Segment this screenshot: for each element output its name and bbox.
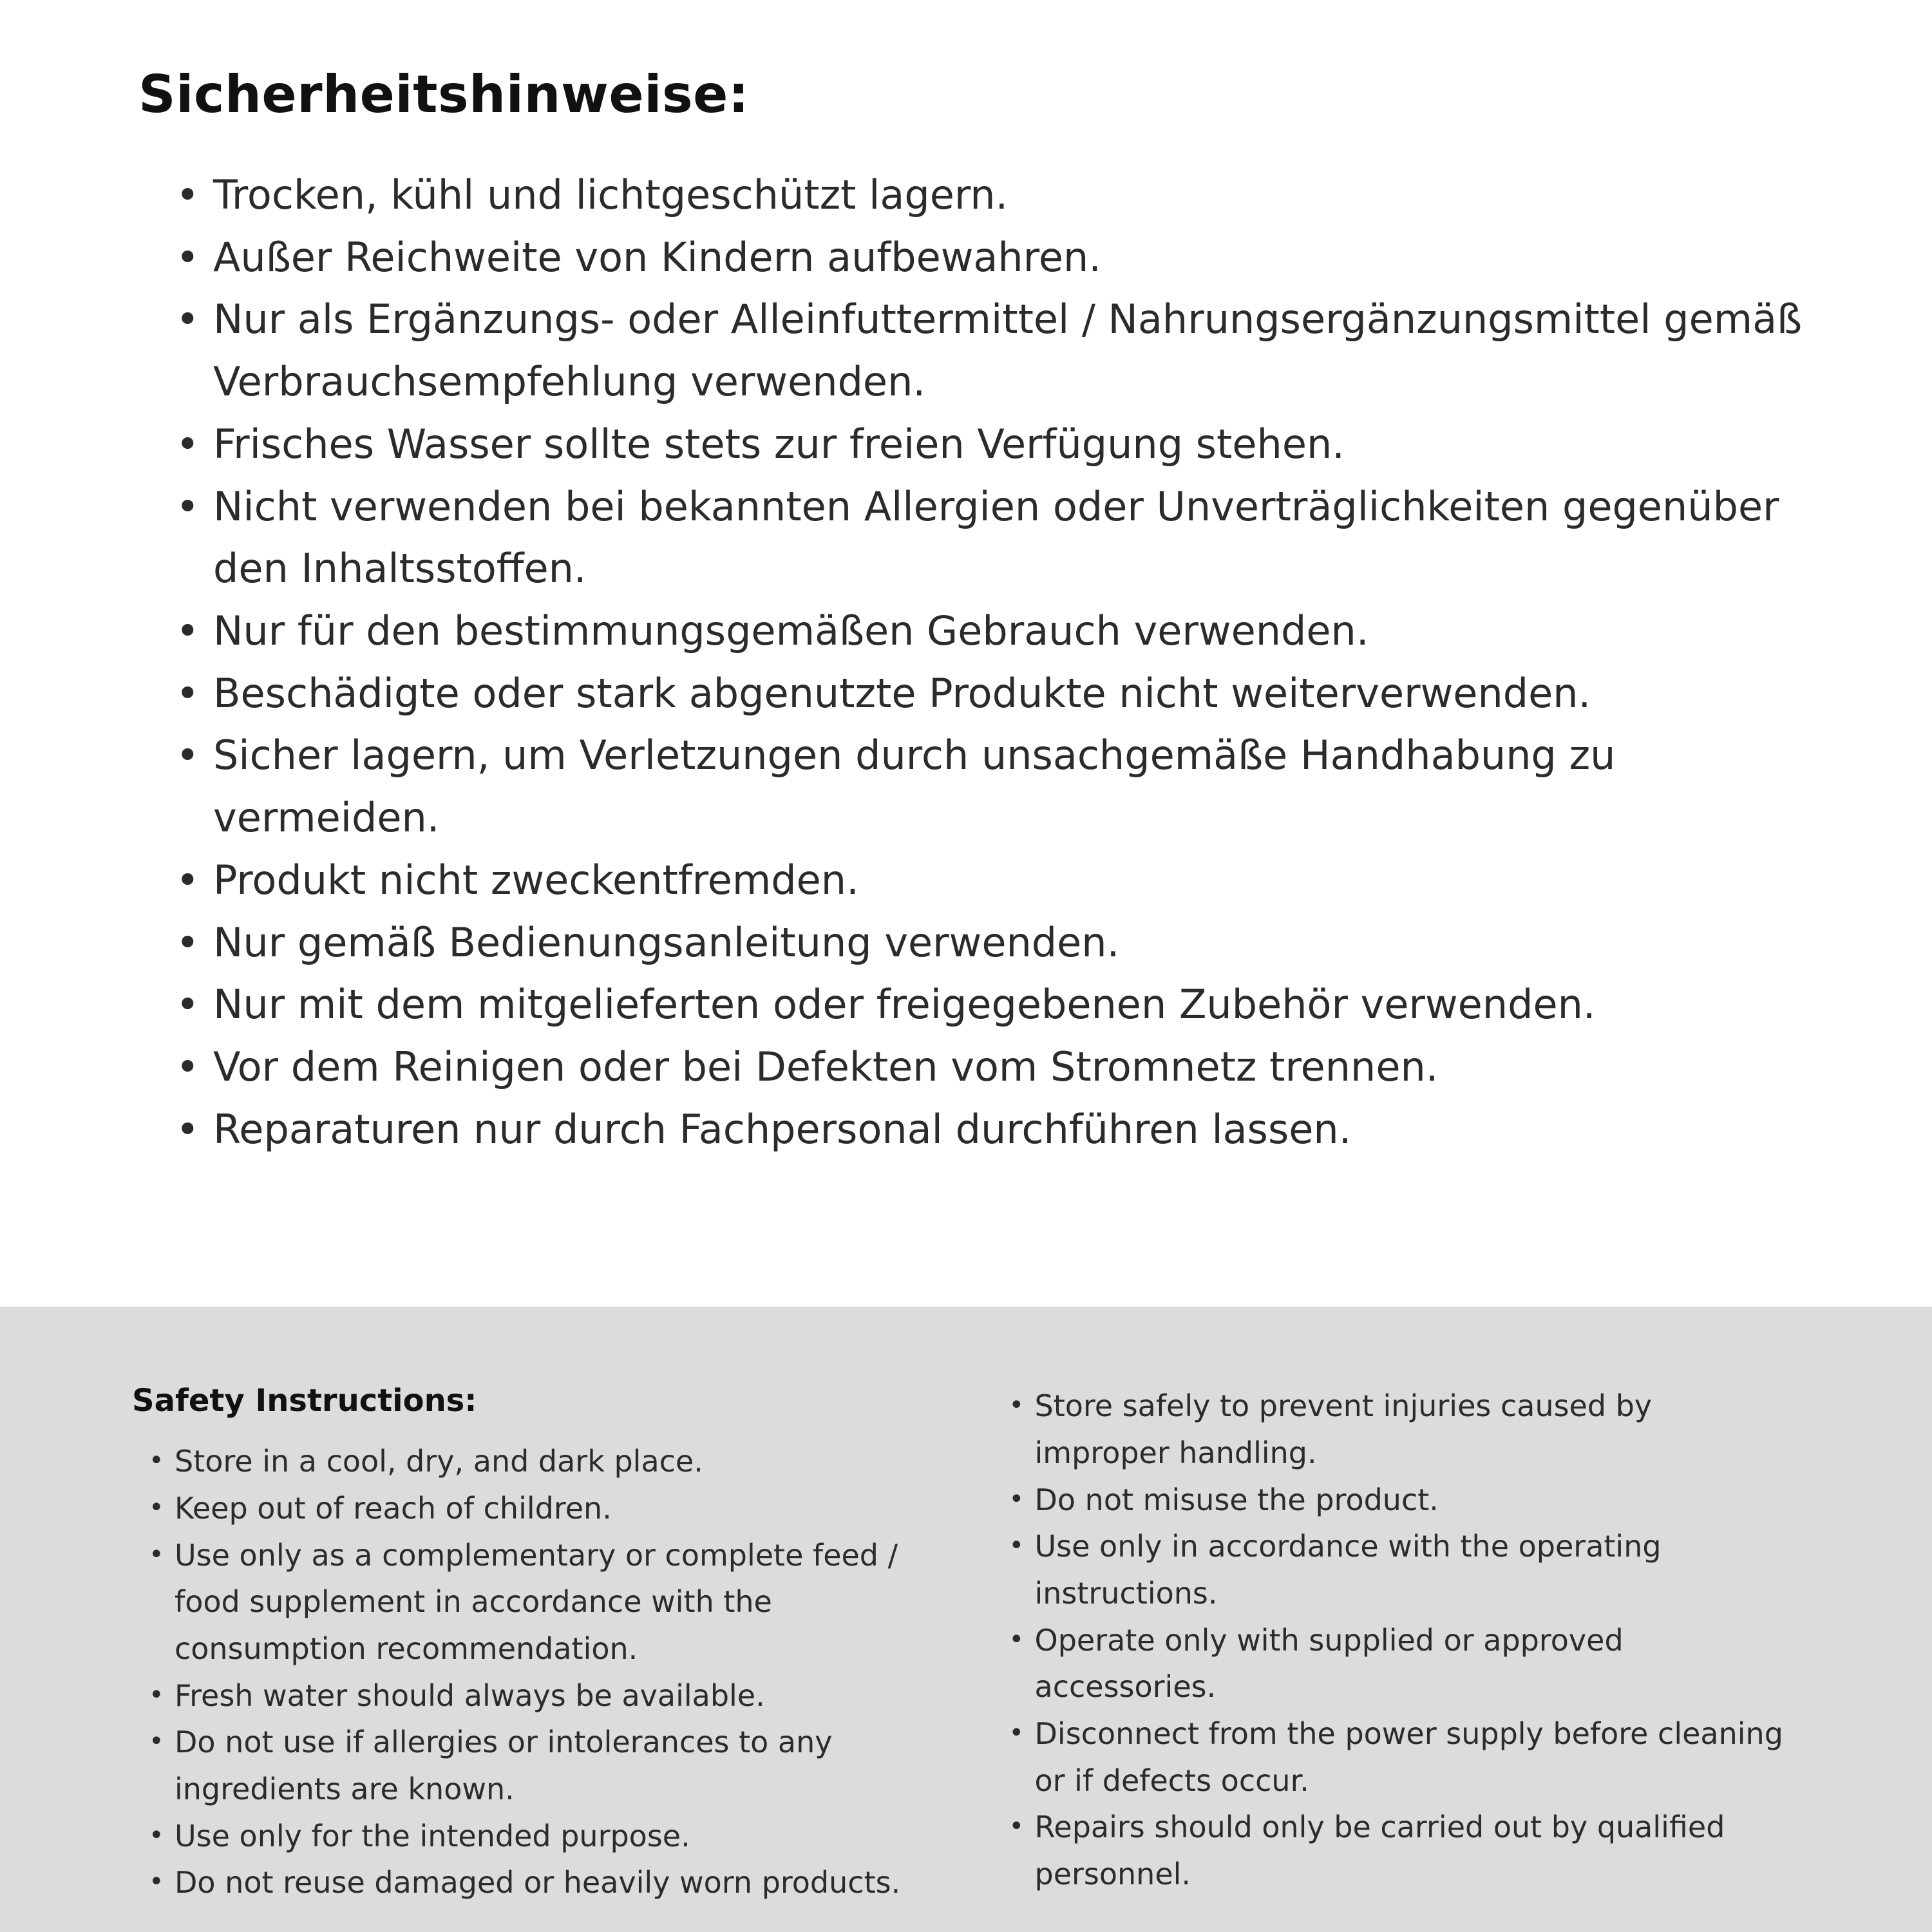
list-item: • Nur für den bestimmungsgemäßen Gebrauch verwenden. <box>172 600 1816 663</box>
list-item: • Do not misuse the product. <box>1007 1477 1785 1524</box>
german-safety-list <box>138 164 1816 1161</box>
list-item: • Nur gemäß Bedienungsanleitung verwenden. <box>172 912 1816 974</box>
list-item: • Do not use if allergies or intolerances to any ingredients are known. <box>146 1719 910 1812</box>
list-item: • Use only for the intended purpose. <box>146 1813 910 1860</box>
english-safety-list-right <box>1007 1383 1785 1897</box>
list-item: • Fresh water should always be available. <box>146 1672 910 1719</box>
list-item: • Sicher lagern, um Verletzungen durch unsachgemäße Handhabung zu vermeiden. <box>172 724 1816 849</box>
english-section-title: Safety Instructions: <box>132 1383 477 1419</box>
list-item: • Beschädigte oder stark abgenutzte Produkte nicht weiterverwenden. <box>172 663 1816 725</box>
list-item: • Produkt nicht zweckentfremden. <box>172 849 1816 912</box>
list-item: • Operate only with supplied or approved accessories. <box>1007 1617 1785 1710</box>
list-item: • Repairs should only be carried out by qualified personnel. <box>1007 1804 1785 1897</box>
list-item: • Trocken, kühl und lichtgeschützt lagern. <box>172 164 1816 227</box>
list-item: • Reparaturen nur durch Fachpersonal durchführen lassen. <box>172 1099 1816 1161</box>
list-item: • Außer Reichweite von Kindern aufbewahren. <box>172 227 1816 289</box>
list-item: • Frisches Wasser sollte stets zur freien Verfügung stehen. <box>172 413 1816 476</box>
list-item: • Vor dem Reinigen oder bei Defekten vom Stromnetz trennen. <box>172 1036 1816 1099</box>
list-item: • Store safely to prevent injuries caused by improper handling. <box>1007 1383 1785 1476</box>
english-left-column <box>132 1383 910 1906</box>
list-item: • Nur als Ergänzungs- oder Alleinfuttermittel / Nahrungsergänzungsmittel gemäß Verbrauchsempfehlung verwenden. <box>172 289 1816 413</box>
list-item: • Use only as a complementary or complete feed / food supplement in accordance with the consumption recommendation. <box>146 1532 910 1672</box>
list-item: • Store in a cool, dry, and dark place. <box>146 1438 910 1485</box>
list-item: • Nur mit dem mitgelieferten oder freigegebenen Zubehör verwenden. <box>172 974 1816 1036</box>
list-item: • Do not reuse damaged or heavily worn products. <box>146 1859 910 1906</box>
english-safety-section <box>0 1307 1932 1932</box>
german-section-title: Sicherheitshinweise: <box>138 64 750 124</box>
list-item: • Nicht verwenden bei bekannten Allergien oder Unverträglichkeiten gegenüber den Inhaltsstoffen. <box>172 476 1816 600</box>
list-item: • Keep out of reach of children. <box>146 1485 910 1532</box>
list-item: • Disconnect from the power supply before cleaning or if defects occur. <box>1007 1710 1785 1804</box>
list-item: • Use only in accordance with the operating instructions. <box>1007 1523 1785 1616</box>
english-safety-list-left <box>132 1438 910 1906</box>
english-right-column <box>1007 1383 1785 1897</box>
